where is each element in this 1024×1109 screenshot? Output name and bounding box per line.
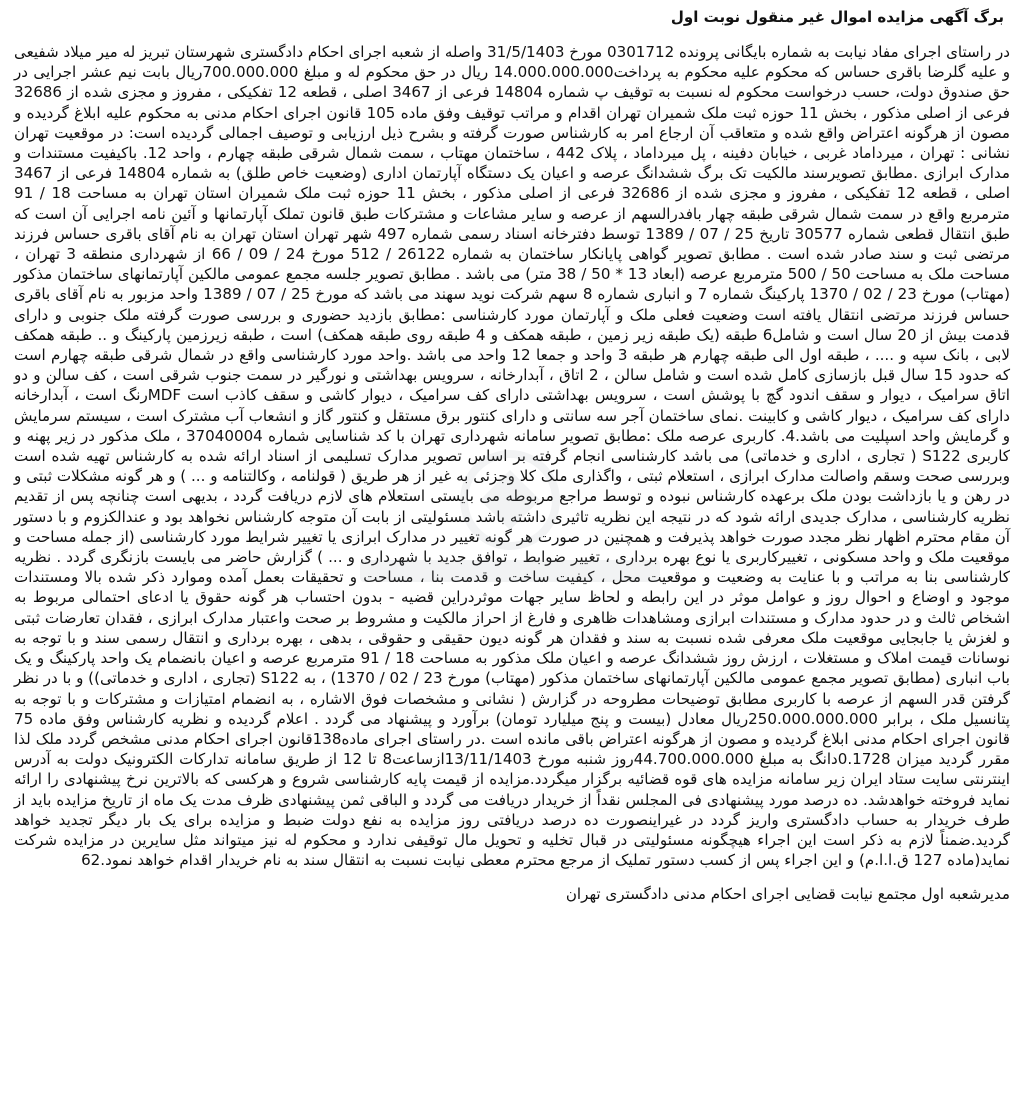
notice-signature: مدیرشعبه اول مجتمع نیابت قضایی اجرای احکام مدنی دادگستری تهران bbox=[565, 885, 1010, 904]
notice-title: برگ آگهی مزایده اموال غیر منقول نوبت اول bbox=[670, 8, 1004, 26]
notice-body: در راستای اجرای مفاد نیابت به شماره بایگانی پرونده 0301712 مورخ 31/5/1403 واصله از شعبه اجرای احکام دادگستری شهرستان تبریز له میر میلاد شفیعی و علیه گلرضا باقری حساس که محکوم علیه محکوم به پرداخت14.000.000.000 ریال در حق محکوم له و مبلغ 700.000.000ریال بابت نیم عشر اجرایی در حق صندوق دولت، حسب درخواست محکوم له نسبت به توقیف پ شماره 14804 فرعی از 3467 اصلی ، قطعه 12 تفکیکی ، مفروز و مجزی شده از 32686 فرعی از اصلی مذکور ، بخش 11 حوزه ثبت ملک شمیران تهران اقدام و مراتب توقیف وفق ماده 105 قانون اجرای احکام مدنی به محکوم علیه ابلاغ گردیده و مصون از هرگونه اعتراض واقع شده و متعاقب آن ارجاع امر به کارشناس صورت گرفته و بشرح ذیل ارزیابی و توصیف اجمالی گردیده است: در موقعیت تهران نشانی : تهران ، میرداماد غربی ، خیابان دفینه ، پل میرداماد ، پلاک 442 ، ساختمان مهتاب ، سمت شمال شرقی طبقه چهارم ، واحد 12. باکیفیت مستندات و مدارک ابرازی .مطابق تصویرسند مالکیت تک برگ ششدانگ عرصه و اعیان یک دستگاه آپارتمان اداری (وضعیت خاص طلق) به شماره 14804 فرعی از 3467 اصلی ، قطعه 12 تفکیکی ، مفروز و مجزی شده از 32686 فرعی از اصلی مذکور ، بخش 11 حوزه ثبت ملک شمیران استان تهران به مساحت 18 / 91 مترمربع واقع در سمت شمال شرقی طبقه چهار بافدرالسهم از عرصه و سایر مشاعات و مشترکات طبق قانون تملک آپارتمانها و آئین نامه اجرایی آن است که طبق انتقال قطعی شماره 30577 تاریخ 25 / 07 / 1389 توسط دفترخانه اسناد رسمی شماره 497 شهر تهران استان تهران به نام آقای باقری حساس فرزند مرتضی ثبت و سند صادر شده است . مطابق تصویر گواهی پایانکار ساختمان به شماره 26122 / 512 مورخ 24 / 09 / 66 از شهرداری منطقه 3 تهران ، مساحت ملک به مساحت 50 / 500 مترمربع عرصه (ابعاد 13 * 50 / 38 متر) می باشد . مطابق تصویر جلسه مجمع عمومی مالکین آپارتمانهای ساختمان مذکور (مهتاب) مورخ 23 / 02 / 1370 پارکینگ شماره 7 و انباری شماره 8 سهم شرکت نوید سهند می باشد که مورخ 25 / 07 / 1389 واحد مزبور به نام آقای باقری حساس فرزند مرتضی انتقال یافته است وضعیت فعلی ملک و آپارتمان مورد کارشناسی :مطابق بازدید حضوری و بررسی صورت گرفته ملک جنوبی و دارای قدمت بیش از 20 سال است و شامل6 طبقه (یک طبقه زیر زمین ، طبقه همکف و 4 طبقه روی طبقه همکف) است ، طبقه زیرزمین پارکینگ و .. طبقه همکف لابی ، بانک سپه و .... ، طبقه اول الی طبقه چهارم هر طبقه 3 واحد و جمعا 12 واحد می باشد .واحد مورد کارشناسی واقع در شمال شرقی طبقه چهارم است که حدود 15 سال قبل بازسازی کامل شده است و شامل سالن ، 2 اتاق ، آبدارخانه ، سرویس بهداشتی و نورگیر در سمت جنوب شرقی است ، کف سالن و دو اتاق سرامیک ، دیوار و سقف اندود گچ با پوشش است ، سرویس بهداشتی دارای کف سرامیک ، دیوار کاشی و سقف کاذب است MDFرنگ است ، آبدارخانه دارای کف سرامیک ، دیوار کاشی و کابینت .نمای ساختمان آجر سه سانتی و دارای کنتور برق مستقل و کنتور گاز و انشعاب آب مشترک است ، سیستم سرمایش و گرمایش واحد اسپلیت می باشد.4. کاربری عرصه ملک :مطابق تصویر سامانه شهرداری تهران با کد شناسایی شماره 37040004 ، ملک مذکور در زیر پهنه و کاربری S122 ( تجاری ، اداری و خدماتی) می باشد کارشناسی انجام گرفته بر اساس تصویر مدارک تسلیمی از اسناد ارائه شده به کارشناس تهیه شده است وبررسی صحت وسقم واصالت مدارک ابرازی ، استعلام ثبتی ، واگذاری ملک کلا وجزئی به غیر از هر طریق ( قولنامه ، وکالتنامه و ... ) و هر گونه مشکلات ثبتی و در رهن و یا بازداشت بودن ملک برعهده کارشناس نبوده و توسط مراجع مربوطه می بایستی استعلام های لازم دریافت گردد ، بدیهی است چنانچه پس از تقدیم نظریه کارشناسی ، مدارک جدیدی ارائه شود که در نتیجه این نظریه تاثیری داشته باشد مسئولیتی از بابت آن متوجه کارشناس نخواهد بود و عندالکزوم و با دستور آن مقام محترم اظهار نظر مجدد صورت خواهد پذیرفت و همچنین در صورت هر گونه تغییر در مدارک ابرازی یا تغییر شرایط مورد کارشناسی (از جمله مساحت و موقعیت ملک و واحد مسکونی ، تغییرکاربری یا نوع بهره برداری ، تغییر ضوابط ، توافق جدید با شهرداری و ... ) گزارش حاضر می بایست بازنگری گردد . نظریه کارشناسی بنا به مراتب و با عنایت به وضعیت و موقعیت محل ، کیفیت ساخت و قدمت بنا ، مساحت و تحقیقات بعمل آمده وموارد ذکر شده بالا ومستندات موجود و اوضاع و احوال روز و عوامل موثر در این رابطه و لحاظ سایر جهات موثردراین قضیه - بدون احتساب هر گونه حقوق یا ادعای احتمالی مربوط به اشخاص ثالث و در حدود مدارک و مستندات ابرازی ومشاهدات ظاهری و فارغ از احراز مالکیت و مشروط بر صحت واعتبار مدارک ابرازی ، فقدان تعارضات ثبتی و لغزش یا جابجایی موقعیت ملک معرفی شده نسبت به سند و فقدان هر گونه دیون حقیقی و حقوقی ، بدهی ، بهره برداری و انتقال رسمی سند و با توجه به نوسانات قیمت املاک و مستغلات ، ارزش روز ششدانگ عرصه و اعیان ملک مذکور به مساحت 18 / 91 مترمربع عرصه و اعیان بانضمام یک واحد پارکینگ و یک باب انباری (مطابق تصویر مجمع عمومی مالکین آپارتمانهای ساختمان مذکور (مهتاب) مورخ 23 / 02 / 1370) ، به S122 (تجاری ، اداری و خدماتی)) و با در نظر گرفتن قدر السهم از عرصه با کاربری مطابق توضیحات مطروحه در گزارش ( نشانی و مشخصات فوق الاشاره ، به انضمام امتیازات و مشترکات و با توجه به پتانسیل ملک ، برابر 250.000.000.000ریال معادل (بیست و پنج میلیارد تومان) برآورد و پیشنهاد می گردد . اعلام گردیده و نظریه کارشناس وفق ماده 75 قانون اجرای احکام مدنی ابلاغ گردیده و مصون از هرگونه اعتراض باقی مانده است .در راستای اجرای ماده138قانون اجرای احکام مدنی مشخص گردد ملک لذا مقرر گردید میزان 0.1728دانگ به مبلغ 44.700.000.000روز شنبه مورخ 13/11/1403ازساعت8 تا 12 از طریق سامانه تدارکات الکترونیک دولت به آدرس اینترنتی سایت ستاد ایران زیر سامانه مزایده های قوه قضائیه برگزار میگردد.مزایده از قیمت پایه کارشناسی شروع و هرکسی که بالاترین نرخ پیشنهادی را ارائه نماید فروخته خواهدشد. ده درصد مورد پیشنهادی فی المجلس نقداً از خریدار دریافت می گردد و الباقی ثمن پیشنهادی ظرف مدت یک ماه از تاریخ مزایده باید از طرف خریدار به حساب دادگستری واریز گردد در غیراینصورت ده درصد دریافتی روز مزایده به نفع دولت ضبط و مزایده برای یک بار دیگر تجدید خواهد گردید.ضمناً لازم به ذکر است این اجراء هیچگونه مسئولیتی در قبال تخلیه و تحویل مال توقیفی ندارد و محکوم له نیز میتواند مثل سایرین در مزایده شرکت نماید(ماده 127 ق.ا.ا.م) و این اجراء پس از کسب دستور تملیک از مرجع محترم معطی نیابت نسبت به انتقال سند به نام خریدار اقدام خواهد نمود.62 bbox=[13, 43, 1011, 870]
